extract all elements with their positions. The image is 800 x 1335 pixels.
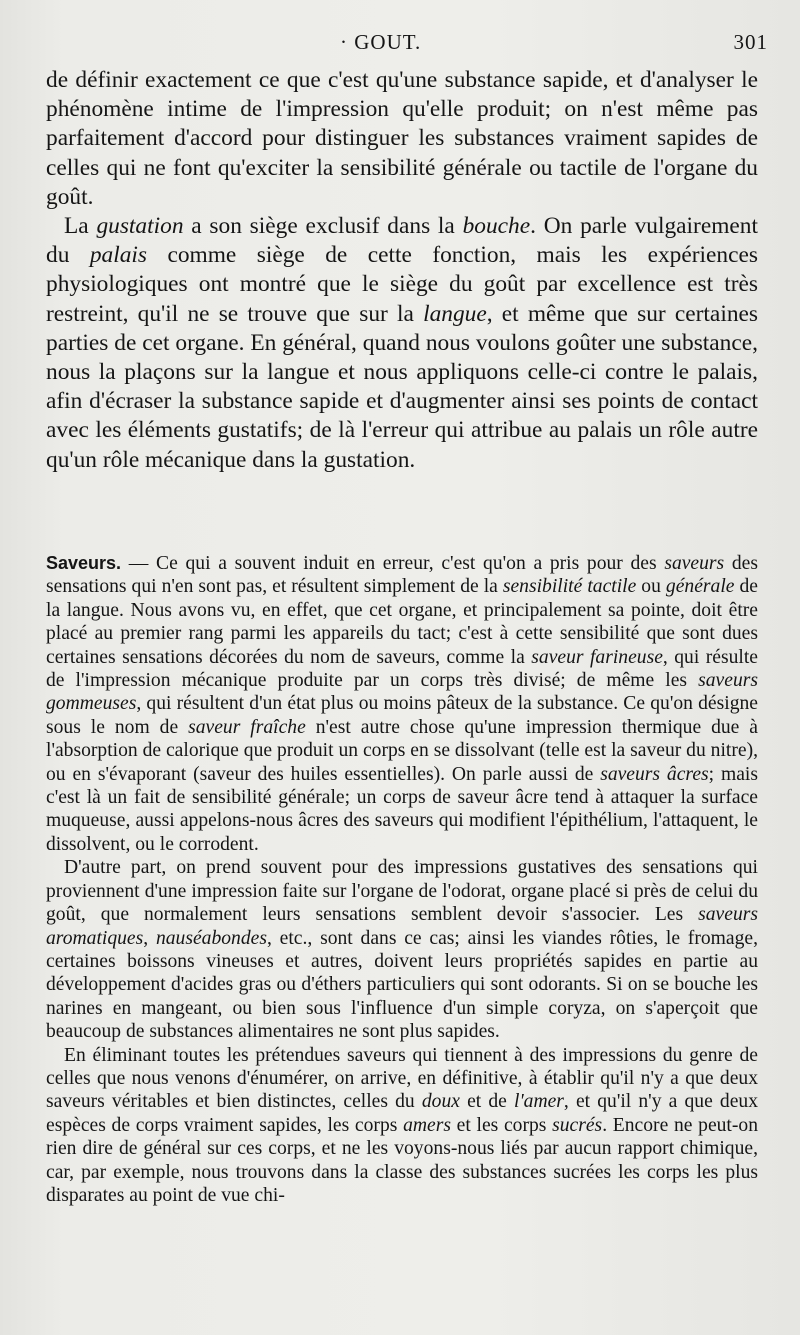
text-run: des sensations qui n'en sont pas, et résultent simplement de la bbox=[46, 553, 758, 598]
paragraph bbox=[46, 66, 758, 212]
section-heading: Saveurs. bbox=[46, 553, 122, 573]
italic-term: palais bbox=[89, 242, 148, 269]
text-run: n'est autre chose qu'une impression thermique due à l'absorption de calorique que produit un corps en se dissolvant (telle est la saveur du nitre), ou en s'évaporant (saveur des huiles essentielles). On parle aussi de bbox=[46, 716, 759, 785]
page-number: 301 bbox=[733, 30, 768, 54]
italic-term: générale bbox=[665, 576, 735, 598]
text-run: La bbox=[64, 213, 97, 240]
text-run: . On parle vulgairement du bbox=[46, 213, 758, 269]
text-run: , qui résulte de l'impression mécanique produite par un corps très divisé; de même les bbox=[46, 646, 758, 692]
running-title: · GOUT. bbox=[340, 30, 422, 54]
italic-term: saveur fraîche bbox=[188, 716, 306, 738]
text-run: — Ce qui a souvent induit en erreur, c'est qu'on a pris pour des bbox=[121, 553, 665, 574]
paragraph bbox=[46, 1044, 758, 1208]
text-run: , et qu'il n'y a que deux espèces de corps vraiment sapides, les corps bbox=[46, 1091, 758, 1136]
text-run: ; mais c'est là un fait de sensibilité générale; un corps de saveur âcre tend à attaquer la surface muqueuse, aussi appelons-nous âcres des saveurs qui modifient l'épithélium, l'attaquent, le dissolvent, ou le corrodent. bbox=[46, 763, 758, 855]
text-run: , qui résultent d'un état plus ou moins pâteux de la substance. Ce qu'on désigne sous le nom de bbox=[46, 693, 758, 738]
italic-term: amers bbox=[403, 1114, 451, 1136]
italic-term: saveurs bbox=[664, 553, 725, 574]
text-run: , bbox=[143, 927, 156, 949]
text-run: de la langue. Nous avons vu, en effet, que cet organe, et principalement sa pointe, doit être placé au premier rang parmi les appareils du tact; c'est à cette sensibilité que sont dues certaines sensations décorées du nom de saveurs, comme la bbox=[46, 576, 758, 668]
paragraph-saveurs bbox=[46, 552, 758, 856]
text-run: a son siège exclusif dans la bbox=[183, 213, 463, 240]
running-head bbox=[0, 30, 800, 58]
paragraph bbox=[46, 212, 758, 475]
text-run: et de bbox=[459, 1091, 515, 1113]
italic-term: saveur farineuse bbox=[531, 646, 663, 668]
italic-term: saveurs âcres bbox=[600, 763, 709, 785]
text-run: . Encore ne peut-on rien dire de général sur ces corps, et ne les voyons-nous liés par aucun rapport chimique, car, par exemple, nous trouvons dans la classe des substances sucrées les corps les plus disparates au point de vue chi- bbox=[46, 1114, 758, 1206]
italic-term: saveurs aromatiques bbox=[46, 904, 758, 949]
italic-term: saveurs gommeuses bbox=[46, 670, 758, 715]
text-run: de définir exactement ce que c'est qu'une substance sapide, et d'analyser le phénomène intime de l'impression qu'elle produit; on n'est même pas parfaitement d'accord pour distinguer les substances vraiment sapides de celles qui ne font qu'exciter la sensibilité générale ou tactile de l'organe du goût. bbox=[46, 67, 758, 210]
text-run: , et même que sur certaines parties de cet organe. En général, quand nous voulons goûter une substance, nous la plaçons sur la langue et nous appliquons celle-ci contre le palais, afin d'écraser la substance sapide et d'augmenter ainsi ses points de contact avec les éléments gustatifs; de là l'erreur qui attribue au palais un rôle autre qu'un rôle mécanique dans la gustation. bbox=[46, 300, 758, 473]
italic-term: sucrés bbox=[552, 1114, 603, 1136]
text-run: ou bbox=[636, 576, 666, 598]
italic-term: l'amer bbox=[514, 1091, 564, 1113]
italic-term: gustation bbox=[96, 213, 184, 240]
italic-term: bouche bbox=[462, 213, 531, 240]
text-run: D'autre part, on prend souvent pour des impressions gustatives des sensations qui proviennent d'une impression faite sur l'organe de l'odorat, organe placé si près de celui du goût, que normalement leurs sensations semblent devoir s'associer. Les bbox=[46, 857, 758, 926]
secondary-text-block bbox=[46, 552, 758, 1207]
italic-term: nauséabondes bbox=[155, 927, 267, 949]
paragraph bbox=[46, 856, 758, 1043]
text-run: , etc., sont dans ce cas; ainsi les viandes rôties, le fromage, certaines boissons vineuses et autres, doivent leurs propriétés sapides en partie au développement d'acides gras ou d'éthers particuliers qui sont odorants. Si on se bouche les narines en mangeant, ou bien sous l'influence d'un simple coryza, on s'aperçoit que beaucoup de substances alimentaires ne sont plus sapides. bbox=[46, 927, 758, 1043]
italic-term: langue bbox=[423, 300, 487, 327]
italic-term: sensibilité tactile bbox=[502, 576, 637, 598]
text-run: En éliminant toutes les prétendues saveurs qui tiennent à des impressions du genre de celles que nous venons d'énumérer, on arrive, en définitive, à établir qu'il n'y a que deux saveurs véritables et bien distinctes, celles du bbox=[46, 1044, 758, 1113]
main-text-block bbox=[46, 66, 758, 475]
text-run: comme siège de cette fonction, mais les expériences physiologiques ont montré que le siège du goût par excellence est très restreint, qu'il ne se trouve que sur la bbox=[46, 242, 758, 327]
italic-term: doux bbox=[421, 1091, 460, 1113]
text-run: et les corps bbox=[450, 1114, 553, 1136]
